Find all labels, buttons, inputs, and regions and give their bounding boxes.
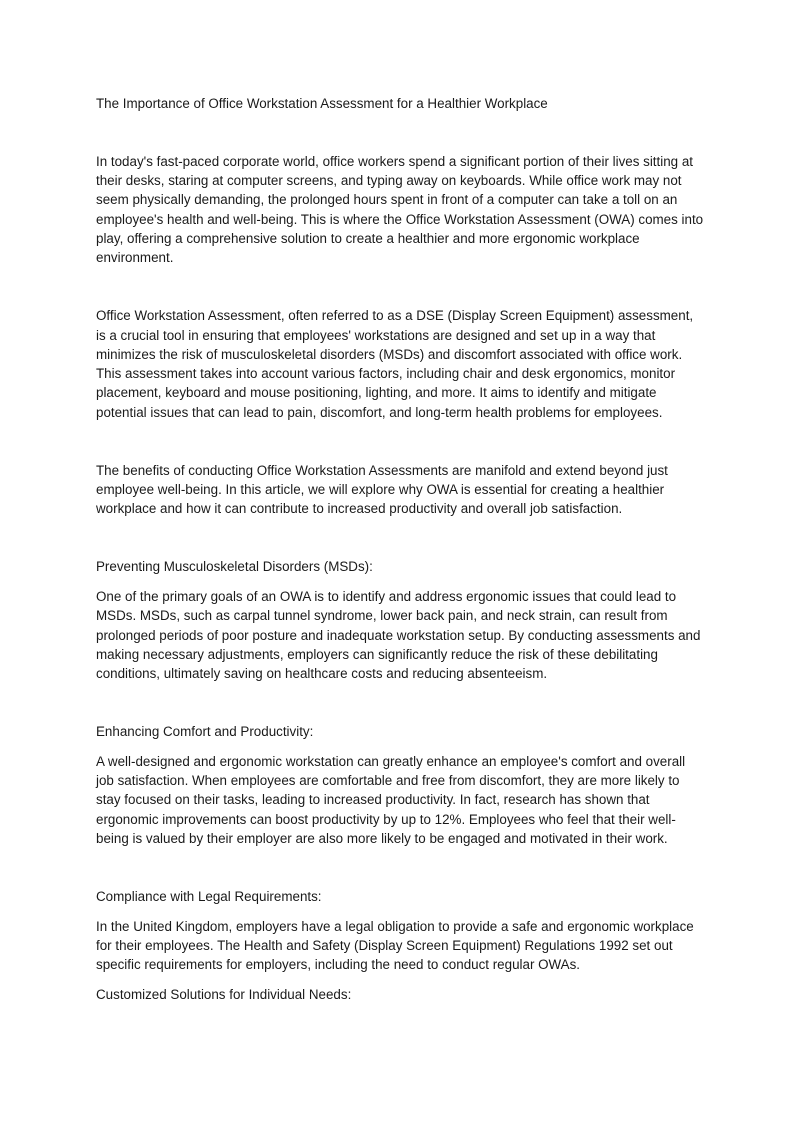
section-heading: Enhancing Comfort and Productivity: — [96, 724, 314, 739]
spacer — [96, 422, 706, 461]
spacer — [96, 975, 706, 986]
section-heading: Customized Solutions for Individual Needs: — [96, 987, 352, 1003]
document-body — [96, 94, 706, 1004]
spacer — [96, 906, 706, 917]
spacer — [96, 113, 706, 152]
document-title: The Importance of Office Workstation Assessment for a Healthier Workplace — [96, 96, 548, 111]
intro-paragraph: Office Workstation Assessment, often referred to as a DSE (Display Screen Equipment) assessment, is a crucial tool in ensuring that employees' workstations are designed and set up in a way that minimizes the risk of musculoskeletal disorders (MSDs) and discomfort associated with office work. This assessment takes into account various factors, including chair and desk ergonomics, monitor placement, keyboard and mouse positioning, lighting, and more. It aims to identify and mitigate potential issues that can lead to pain, discomfort, and long-term health problems for employees. — [96, 308, 694, 420]
section-heading: Compliance with Legal Requirements: — [96, 888, 322, 904]
spacer — [96, 848, 706, 887]
section-heading: Preventing Musculoskeletal Disorders (MSDs): — [96, 559, 373, 575]
intro-paragraph: In today's fast-paced corporate world, office workers spend a significant portion of their lives sitting at their desks, staring at computer screens, and typing away on keyboards. While office work may not seem physically demanding, the prolonged hours spent in front of a computer can take a toll on an employee's health and well-being. This is where the Office Workstation Assessment (OWA) comes into play, offering a comprehensive solution to create a healthier and more ergonomic workplace environment. — [96, 153, 704, 266]
section-body: A well-designed and ergonomic workstation can greatly enhance an employee's comfort and overall job satisfaction. When employees are comfortable and free from discomfort, they are more likely to stay focused on their tasks, leading to increased productivity. In fact, research has shown that ergonomic improvements can boost productivity by up to 12%. Employees who feel that their well-being is valued by their employer are also more likely to be engaged and motivated in their work. — [96, 753, 686, 846]
spacer — [96, 268, 706, 307]
intro-paragraph: The benefits of conducting Office Workstation Assessments are manifold and extend beyond just employee well-being. In this article, we will explore why OWA is essential for creating a healthier workplace and how it can contribute to increased productivity and overall job satisfaction. — [96, 462, 668, 517]
spacer — [96, 683, 706, 722]
section-body: One of the primary goals of an OWA is to identify and address ergonomic issues that could lead to MSDs. MSDs, such as carpal tunnel syndrome, lower back pain, and neck strain, can result from prolonged periods of poor posture and inadequate workstation setup. By conducting assessments and making necessary adjustments, employers can significantly reduce the risk of these debilitating conditions, ultimately saving on healthcare costs and reducing absenteeism. — [96, 588, 701, 682]
spacer — [96, 519, 706, 558]
spacer — [96, 576, 706, 587]
section-body: In the United Kingdom, employers have a legal obligation to provide a safe and ergonomic workplace for their employees. The Health and Safety (Display Screen Equipment) Regulations 1992 set out specific requirements for employers, including the need to conduct regular OWAs. — [96, 918, 694, 973]
spacer — [96, 741, 706, 752]
